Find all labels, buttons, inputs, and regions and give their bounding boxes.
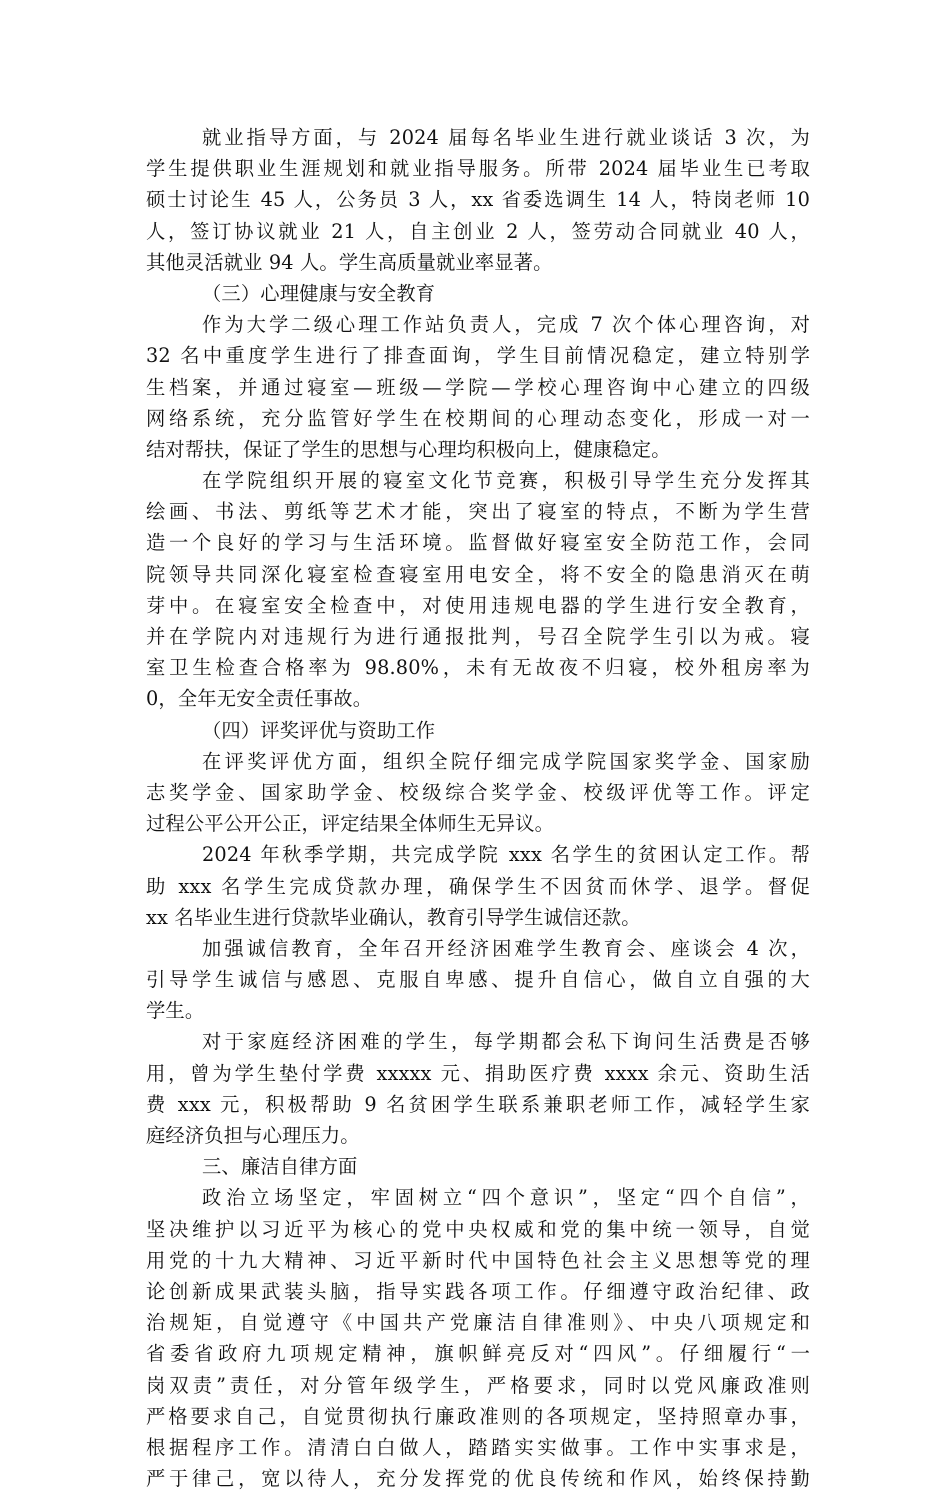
text-line: 在学院组织开展的寝室文化节竞赛，积极引导学生充分发挥其	[202, 469, 810, 493]
text-line: 芽中。在寝室安全检查中，对使用违规电器的学生进行安全教育，	[146, 593, 810, 617]
text-line: 硕士讨论生 45 人，公务员 3 人，xx 省委选调生 14 人，特岗老师 10	[146, 188, 810, 212]
text-line: 2024 年秋季学期，共完成学院 xxx 名学生的贫困认定工作。帮	[202, 843, 810, 867]
text-line: 32 名中重度学生进行了排查面询，学生目前情况稳定，建立特别学	[146, 344, 810, 368]
text-line: 室卫生检查合格率为 98.80%，未有无故夜不归寝，校外租房率为	[146, 656, 810, 680]
text-line: 0，全年无安全责任事故。	[146, 687, 373, 711]
text-line: 三、廉洁自律方面	[202, 1155, 358, 1179]
text-line: 绘画、书法、剪纸等艺术才能，突出了寝室的特点，不断为学生营	[146, 500, 810, 524]
text-line: 政治立场坚定，牢固树立“四个意识”，坚定“四个自信”，	[202, 1186, 810, 1210]
text-line: 费 xxx 元，积极帮助 9 名贫困学生联系兼职老师工作，减轻学生家	[146, 1092, 810, 1116]
text-line: 在评奖评优方面，组织全院仔细完成学院国家奖学金、国家励	[202, 749, 810, 773]
text-line: 网络系统，充分监管好学生在校期间的心理动态变化，形成一对一	[146, 406, 810, 430]
text-line: xx 名毕业生进行贷款毕业确认，教育引导学生诚信还款。	[146, 905, 641, 929]
text-line: 根据程序工作。清清白白做人，踏踏实实做事。工作中实事求是，	[146, 1435, 810, 1459]
text-line: 严于律己，宽以待人，充分发挥党的优良传统和作风，始终保持勤	[146, 1467, 810, 1491]
text-line: 严格要求自己，自觉贯彻执行廉政准则的各项规定，坚持照章办事，	[146, 1404, 810, 1428]
document-page	[146, 122, 810, 1494]
text-line: 过程公平公开公正，评定结果全体师生无异议。	[146, 812, 555, 836]
text-line: 作为大学二级心理工作站负责人，完成 7 次个体心理咨询，对	[202, 313, 810, 337]
text-line: 治规矩，自觉遵守《中国共产党廉洁自律准则》、中央八项规定和	[146, 1311, 810, 1335]
text-line: （四）评奖评优与资助工作	[202, 718, 436, 742]
text-line: 其他灵活就业 94 人。学生高质量就业率显著。	[146, 250, 553, 274]
text-line: 人，签订协议就业 21 人，自主创业 2 人，签劳动合同就业 40 人，	[146, 219, 810, 243]
text-line: （三）心理健康与安全教育	[202, 281, 436, 305]
text-line: 结对帮扶，保证了学生的思想与心理均积极向上，健康稳定。	[146, 437, 671, 461]
text-line: 引导学生诚信与感恩、克服自卑感、提升自信心，做自立自强的大	[146, 968, 810, 992]
text-line: 学生提供职业生涯规划和就业指导服务。所带 2024 届毕业生已考取	[146, 157, 810, 181]
text-line: 用党的十九大精神、习近平新时代中国特色社会主义思想等党的理	[146, 1248, 810, 1272]
text-line: 生档案，并通过寝室—班级—学院—学校心理咨询中心建立的四级	[146, 375, 810, 399]
text-line: 省委省政府九项规定精神，旗帜鲜亮反对“四风”。仔细履行“一	[146, 1342, 810, 1366]
text-line: 岗双责”责任，对分管年级学生，严格要求，同时以党风廉政准则	[146, 1373, 810, 1397]
text-line: 助 xxx 名学生完成贷款办理，确保学生不因贫而休学、退学。督促	[146, 874, 810, 898]
text-line: 并在学院内对违规行为进行通报批判，号召全院学生引以为戒。寝	[146, 625, 810, 648]
text-line: 就业指导方面，与 2024 届每名毕业生进行就业谈话 3 次，为	[202, 126, 810, 149]
text-line: 学生。	[146, 999, 205, 1023]
text-line: 志奖学金、国家助学金、校级综合奖学金、校级评优等工作。评定	[146, 780, 810, 804]
text-line: 加强诚信教育，全年召开经济困难学生教育会、座谈会 4 次，	[202, 936, 810, 960]
text-line: 坚决维护以习近平为核心的党中央权威和党的集中统一领导，自觉	[146, 1217, 810, 1241]
text-line: 对于家庭经济困难的学生，每学期都会私下询问生活费是否够	[202, 1030, 810, 1054]
text-line: 造一个良好的学习与生活环境。监督做好寝室安全防范工作，会同	[146, 531, 810, 555]
text-line: 论创新成果武装头脑，指导实践各项工作。仔细遵守政治纪律、政	[146, 1279, 810, 1303]
text-line: 用，曾为学生垫付学费 xxxxx 元、捐助医疗费 xxxx 余元、资助生活	[146, 1061, 810, 1085]
text-line: 院领导共同深化寝室检查寝室用电安全，将不安全的隐患消灭在萌	[146, 562, 810, 586]
text-line: 庭经济负担与心理压力。	[146, 1124, 360, 1147]
